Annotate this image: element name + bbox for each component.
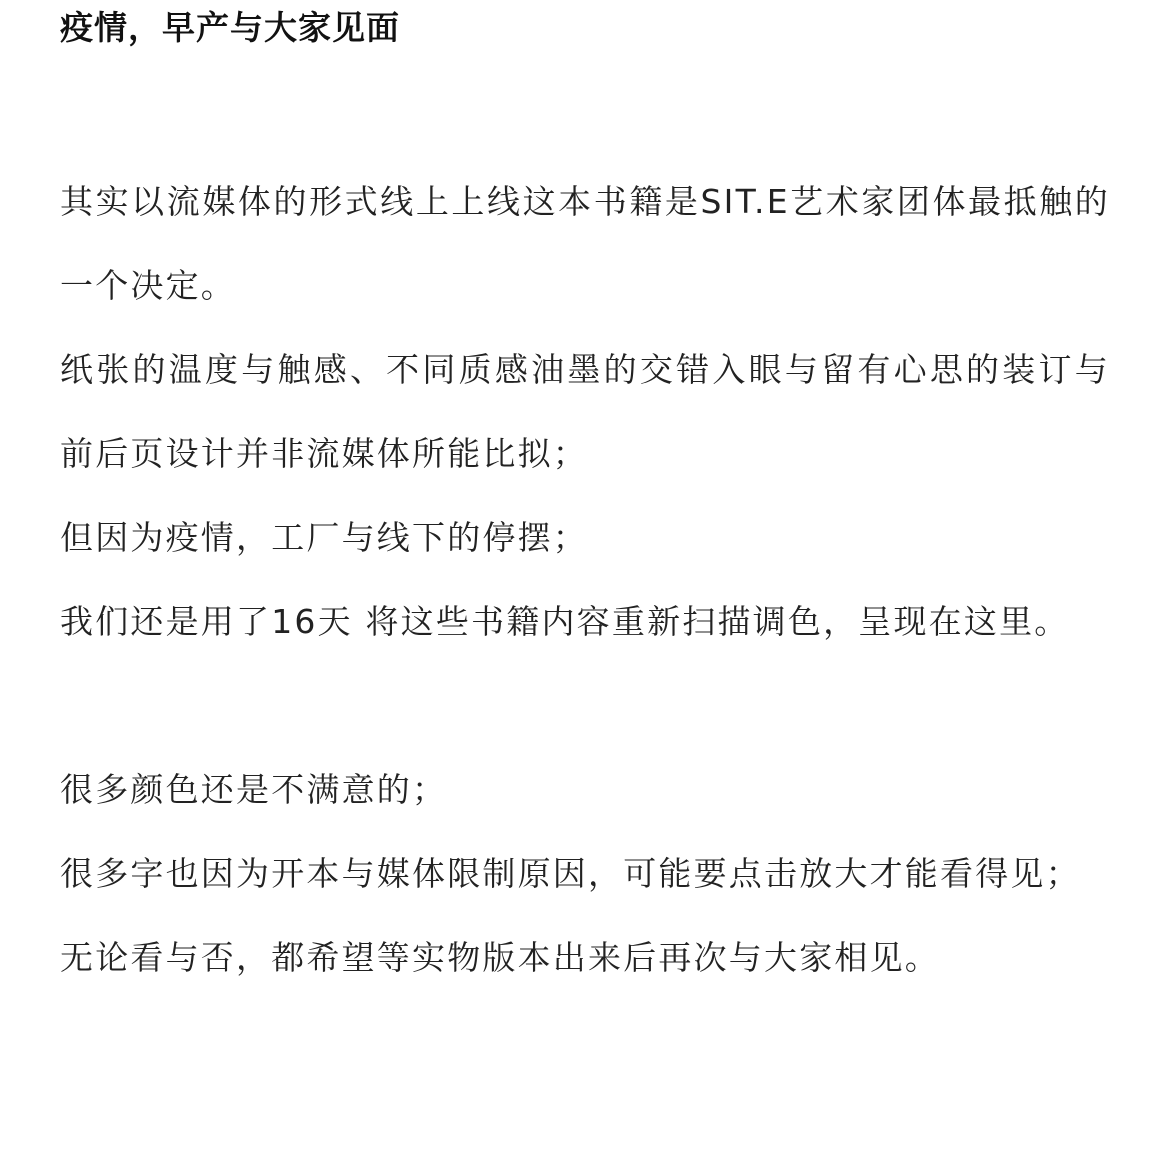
spacer	[60, 52, 1110, 160]
paragraph: 无论看与否，都希望等实物版本出来后再次与大家相见。	[60, 938, 940, 977]
paragraph: 其实以流媒体的形式线上上线这本书籍是SIT.E艺术家团体最抵触的一个决定。	[60, 182, 1110, 305]
spacer	[60, 664, 1110, 748]
article	[60, 0, 1110, 1000]
paragraph: 纸张的温度与触感、不同质感油墨的交错入眼与留有心思的装订与前后页设计并非流媒体所能比拟；	[60, 350, 1110, 473]
paragraph: 很多颜色还是不满意的；	[60, 770, 448, 809]
paragraph: 我们还是用了16天 将这些书籍内容重新扫描调色，呈现在这里。	[60, 602, 1070, 641]
paragraph: 很多字也因为开本与媒体限制原因，可能要点击放大才能看得见；	[60, 854, 1081, 893]
article-title: 疫情，早产与大家见面	[60, 8, 400, 47]
paragraph: 但因为疫情，工厂与线下的停摆；	[60, 518, 588, 557]
